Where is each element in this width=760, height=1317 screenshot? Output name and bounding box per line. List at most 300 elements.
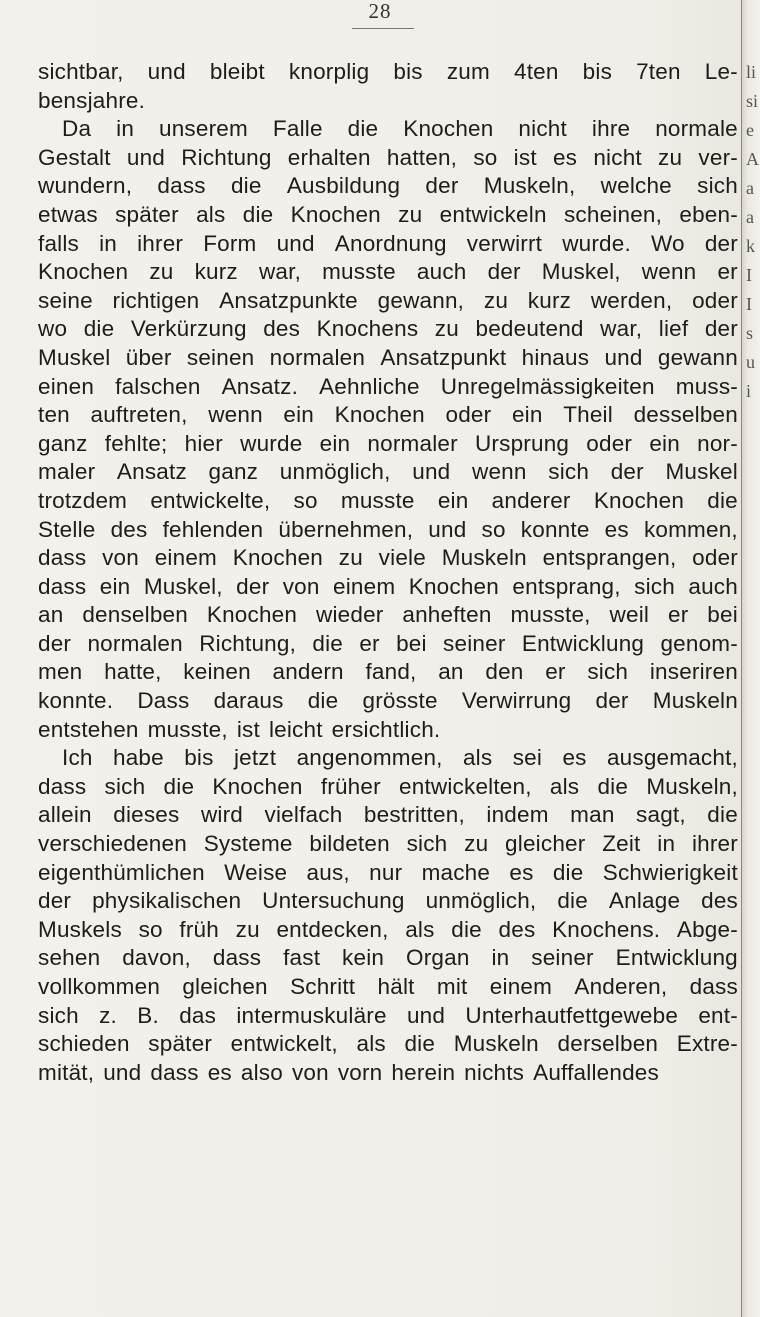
word: sich — [38, 1002, 79, 1028]
word: Knochen — [593, 487, 685, 513]
word: er — [667, 602, 689, 628]
word: einem — [154, 545, 218, 571]
word: fast — [283, 945, 321, 971]
word: werden, — [590, 287, 673, 313]
word: nor- — [697, 430, 738, 456]
text-line — [38, 944, 738, 973]
text-line — [38, 487, 738, 516]
word: Knochen — [334, 402, 425, 428]
word: kommen, — [643, 516, 738, 542]
word: B. — [137, 1002, 159, 1028]
word: Weise — [224, 859, 288, 885]
word: z. — [99, 1002, 117, 1028]
word: als — [356, 1031, 386, 1057]
text-line — [38, 973, 738, 1002]
word: entwickeln — [439, 201, 547, 227]
text-line — [38, 430, 738, 459]
text-line — [38, 744, 738, 773]
word: Knochens. — [552, 916, 661, 942]
word: als — [405, 916, 435, 942]
word: als — [196, 201, 226, 227]
word: übernehmen, — [278, 516, 414, 542]
page-number: 28 — [368, 0, 392, 23]
word: vorn — [337, 1059, 383, 1085]
word: wieder — [316, 602, 384, 628]
word: Ansatz — [116, 459, 187, 485]
word: einem — [489, 974, 553, 999]
word: wenn — [472, 459, 527, 485]
word: seine — [38, 287, 93, 313]
word: der — [704, 230, 738, 256]
word: entwickelte, — [150, 487, 271, 513]
text-line — [38, 630, 738, 659]
word: er — [545, 659, 566, 685]
word: auch — [416, 259, 467, 285]
word: normale — [655, 116, 738, 142]
word: oder — [692, 287, 738, 313]
word: sich — [548, 459, 590, 485]
word: entwickelten, — [399, 773, 532, 799]
facing-page-fragment: i — [746, 381, 752, 401]
word: so — [138, 916, 163, 942]
word: es — [509, 859, 534, 885]
facing-page-fragment: a — [746, 207, 754, 227]
word: ver- — [698, 144, 738, 170]
word: ersichtlich. — [331, 716, 441, 742]
word: Stelle — [38, 516, 96, 542]
facing-page-fragment: I — [746, 265, 752, 285]
word: schieden — [38, 1031, 130, 1057]
word: ihrer — [137, 230, 184, 256]
word: dass — [212, 945, 262, 971]
word: Anlage — [608, 888, 681, 914]
body-text — [38, 58, 738, 1087]
word: Verkürzung — [130, 316, 247, 342]
text-line — [38, 916, 738, 945]
word: Schwierigkeit — [602, 859, 738, 885]
word: er — [717, 259, 738, 285]
word: vielfach — [264, 802, 343, 828]
word: einem — [333, 573, 396, 599]
word: viele — [378, 545, 426, 571]
word: Entwicklung — [521, 630, 645, 656]
word: Knochen — [403, 116, 494, 142]
word: ein — [99, 573, 131, 599]
word: und — [276, 230, 315, 256]
text-line — [38, 1002, 738, 1031]
word: seiner — [443, 630, 506, 656]
word: Abge- — [676, 916, 738, 942]
text-line — [38, 373, 738, 402]
word: er — [359, 630, 380, 656]
word: von — [282, 573, 320, 599]
word: Muskeln — [453, 1031, 539, 1057]
text-line — [38, 258, 738, 287]
word: sich — [104, 773, 146, 799]
word: sehen — [38, 945, 101, 971]
word: ten — [38, 402, 70, 428]
word: es — [207, 1059, 232, 1085]
word: falls — [38, 230, 80, 256]
word: hält — [377, 974, 415, 999]
word: das — [179, 1002, 217, 1028]
word: der — [236, 573, 270, 599]
word: konnte — [520, 516, 590, 542]
word: auch — [688, 573, 738, 599]
word: der — [610, 459, 644, 485]
word: knorplig — [288, 59, 370, 84]
word: sich — [697, 173, 738, 199]
word: ihrer — [691, 831, 738, 857]
word: anheften — [402, 602, 492, 628]
word: Zeit — [602, 831, 641, 857]
facing-page-fragment: I — [746, 294, 752, 314]
word: Knochen — [212, 773, 303, 799]
word: dass — [157, 173, 206, 199]
word: bis — [393, 59, 423, 84]
word: Unterhautfettgewebe — [465, 1002, 679, 1028]
word: leicht — [268, 716, 323, 742]
word: so — [473, 144, 498, 170]
word: verwirrt — [466, 230, 543, 256]
word: die — [242, 201, 274, 227]
word: normalen — [87, 630, 183, 656]
word: es — [562, 745, 587, 771]
word: welche — [600, 173, 672, 199]
word: sichtbar, — [38, 59, 124, 84]
page-number-rule — [352, 28, 414, 29]
word: es — [604, 516, 629, 542]
word: ganz — [38, 430, 88, 456]
word: ent- — [698, 1002, 738, 1028]
word: Le- — [704, 59, 738, 84]
word: Ich — [62, 745, 93, 771]
word: konnte. — [38, 688, 114, 714]
word: an — [38, 602, 64, 628]
word: dieses — [113, 802, 180, 828]
word: Auffallendes — [533, 1059, 659, 1085]
word: gewann, — [377, 287, 465, 313]
text-line — [38, 315, 738, 344]
word: musste — [322, 259, 396, 285]
word: kurz — [194, 259, 238, 285]
word: kurz — [527, 287, 572, 313]
word: und — [412, 459, 451, 485]
word: Gestalt — [38, 144, 111, 170]
word: zu — [338, 545, 363, 571]
text-line — [38, 830, 738, 859]
word: der — [704, 316, 738, 342]
word: seiner — [531, 945, 594, 971]
word: allein — [38, 802, 92, 828]
word: Muskeln — [441, 545, 527, 571]
word: zu — [483, 287, 509, 313]
word: bei — [396, 630, 427, 656]
word: die — [347, 116, 379, 142]
word: Richtung, — [199, 630, 297, 656]
word: dass — [150, 1059, 199, 1085]
word: Muskeln, — [646, 773, 738, 799]
word: vollkommen — [38, 974, 161, 999]
word: Ausbildung — [286, 173, 401, 199]
word: und — [103, 1059, 142, 1085]
word: scheinen, — [563, 201, 663, 227]
word: keinen — [183, 659, 251, 685]
word: sich — [587, 659, 629, 685]
word: die — [230, 173, 262, 199]
word: in — [99, 230, 118, 256]
word: dass — [38, 545, 87, 571]
text-line — [38, 573, 738, 602]
word: die — [707, 487, 738, 513]
word: zu — [464, 831, 489, 857]
word: wurde. — [562, 230, 631, 256]
word: Da — [62, 116, 92, 142]
word: früh — [179, 916, 219, 942]
text-line — [38, 401, 738, 430]
word: die — [163, 773, 195, 799]
word: der — [38, 630, 72, 656]
text-line — [38, 1059, 738, 1088]
word: maler — [38, 459, 96, 485]
word: später — [148, 1031, 213, 1057]
word: von — [291, 1059, 329, 1085]
word: und — [604, 344, 643, 370]
word: bildeten — [309, 831, 390, 857]
word: Systeme — [203, 831, 293, 857]
text-line — [38, 658, 738, 687]
word: zum — [446, 59, 490, 84]
word: Muskeln, — [483, 173, 576, 199]
text-line — [38, 287, 738, 316]
word: es — [552, 144, 578, 170]
text-line — [38, 887, 738, 916]
word: Muskel — [38, 344, 111, 370]
word: Unregelmässigkeiten — [440, 373, 655, 399]
word: wenn — [641, 259, 697, 285]
word: Ansatz. — [221, 373, 299, 399]
word: fehlte; — [104, 430, 168, 456]
word: genom- — [660, 630, 738, 656]
word: jetzt — [233, 745, 277, 771]
word: die — [307, 688, 339, 714]
word: men — [38, 659, 83, 685]
facing-page-fragment: k — [746, 236, 755, 256]
facing-page-fragment: e — [746, 120, 754, 140]
word: ein — [649, 430, 680, 456]
word: Knochen — [290, 201, 381, 227]
word: Knochen — [38, 259, 129, 285]
word: 7ten — [636, 59, 681, 84]
word: bestritten, — [363, 802, 465, 828]
word: dass — [38, 573, 87, 599]
word: fehlenden — [162, 516, 264, 542]
word: Muskels — [38, 916, 122, 942]
word: oder — [445, 402, 492, 428]
word: und — [428, 516, 467, 542]
word: ein — [319, 430, 351, 456]
word: einen — [38, 373, 95, 399]
word: gleicher — [505, 831, 586, 857]
word: Extre- — [676, 1031, 738, 1057]
word: herein — [391, 1059, 456, 1085]
word: unserem — [159, 116, 248, 142]
word: fand, — [365, 659, 417, 685]
word: etwas — [38, 201, 98, 227]
word: als — [549, 773, 580, 799]
word: trotzdem — [38, 487, 128, 513]
word: sich — [406, 831, 448, 857]
word: ein — [437, 487, 469, 513]
word: war, — [258, 259, 302, 285]
word: seinen — [186, 344, 255, 370]
word: hinaus — [521, 344, 590, 370]
word: mität, — [38, 1059, 95, 1085]
word: bis — [184, 745, 214, 771]
word: des — [498, 916, 536, 942]
word: früher — [320, 773, 381, 799]
text-line — [38, 716, 738, 745]
word: normaler — [367, 430, 458, 456]
word: ist — [236, 716, 260, 742]
word: in — [657, 831, 676, 857]
word: eigenthümlichen — [38, 859, 205, 885]
word: nur — [369, 859, 403, 885]
word: Falle — [272, 116, 323, 142]
word: gewann — [657, 344, 738, 370]
word: der — [595, 688, 629, 714]
word: Muskeln — [652, 688, 738, 714]
word: zu — [149, 259, 174, 285]
word: den — [485, 659, 524, 685]
word: Knochen — [408, 573, 499, 599]
word: in — [116, 116, 135, 142]
word: nichts — [464, 1059, 525, 1085]
word: die — [451, 916, 482, 942]
word: nicht — [518, 116, 567, 142]
word: sagt, — [636, 802, 686, 828]
text-line — [38, 458, 738, 487]
word: des — [110, 516, 148, 542]
word: wird — [200, 802, 244, 828]
word: Wo — [651, 230, 685, 256]
word: entsprang, — [512, 573, 621, 599]
word: in — [491, 945, 510, 971]
word: von — [102, 545, 139, 571]
word: und — [147, 59, 186, 84]
word: die — [597, 773, 629, 799]
word: sei — [512, 745, 543, 771]
word: normalen — [269, 344, 366, 370]
word: desselben — [633, 402, 738, 428]
word: zu — [398, 201, 423, 227]
text-line — [38, 859, 738, 888]
word: 4ten — [514, 59, 559, 84]
word: so — [481, 516, 506, 542]
word: grösste — [362, 688, 438, 714]
word: wundern, — [38, 173, 133, 199]
word: die — [312, 630, 344, 656]
word: daraus — [213, 688, 284, 714]
word: Muskel — [665, 459, 738, 485]
word: musste — [340, 487, 415, 513]
word: Untersuchung — [262, 888, 405, 914]
word: die — [707, 802, 738, 828]
word: zu — [235, 916, 260, 942]
word: verschiedenen — [38, 831, 187, 857]
word: inseriren — [649, 659, 738, 685]
word: Form — [203, 230, 257, 256]
word: Aehnliche — [319, 373, 420, 399]
word: unmöglich, — [425, 888, 537, 914]
text-line — [38, 344, 738, 373]
word: sich — [634, 573, 675, 599]
word: denselben — [82, 602, 188, 628]
word: Verwirrung — [461, 688, 572, 714]
word: Ansatzpunkte — [219, 287, 358, 313]
word: nicht — [593, 144, 642, 170]
word: angenommen, — [296, 745, 443, 771]
word: unmöglich, — [279, 459, 391, 485]
word: hatte, — [104, 659, 162, 685]
word: wo — [38, 316, 68, 342]
word: der — [425, 173, 459, 199]
text-line — [38, 201, 738, 230]
word: Knochen — [206, 602, 298, 628]
word: war, — [600, 316, 643, 342]
text-line — [38, 230, 738, 259]
word: bei — [707, 602, 738, 628]
word: Knochens — [316, 316, 419, 342]
word: an — [438, 659, 464, 685]
word: der — [487, 259, 521, 285]
word: davon, — [122, 945, 191, 971]
facing-page-fragment: si — [746, 91, 759, 111]
word: falschen — [115, 373, 201, 399]
word: entstehen — [38, 716, 139, 742]
word: kein — [342, 945, 385, 971]
word: über — [125, 344, 172, 370]
word: anderer — [491, 487, 571, 513]
word: als — [462, 745, 493, 771]
word: Dass — [137, 688, 190, 714]
word: auftreten, — [90, 402, 188, 428]
word: so — [293, 487, 318, 513]
word: Knochen — [232, 545, 323, 571]
word: ist — [513, 144, 537, 170]
word: wurde — [240, 430, 303, 456]
word: gleichen — [182, 974, 268, 999]
word: ein — [511, 402, 543, 428]
text-line — [38, 544, 738, 573]
word: Ursprung — [474, 430, 570, 456]
word: Muskel, — [541, 259, 621, 285]
word: habe — [112, 745, 164, 771]
word: die — [557, 888, 588, 914]
word: entwickelt, — [230, 1031, 338, 1057]
word: richtigen — [112, 287, 200, 313]
word: hier — [184, 430, 223, 456]
text-line — [38, 1030, 738, 1059]
word: des — [701, 888, 738, 914]
word: die — [552, 859, 584, 885]
word: Muskel, — [143, 573, 223, 599]
word: aus, — [306, 859, 350, 885]
word: bensjahre. — [38, 87, 146, 113]
word: andern — [272, 659, 344, 685]
word: ihre — [591, 116, 631, 142]
text-line — [38, 115, 738, 144]
